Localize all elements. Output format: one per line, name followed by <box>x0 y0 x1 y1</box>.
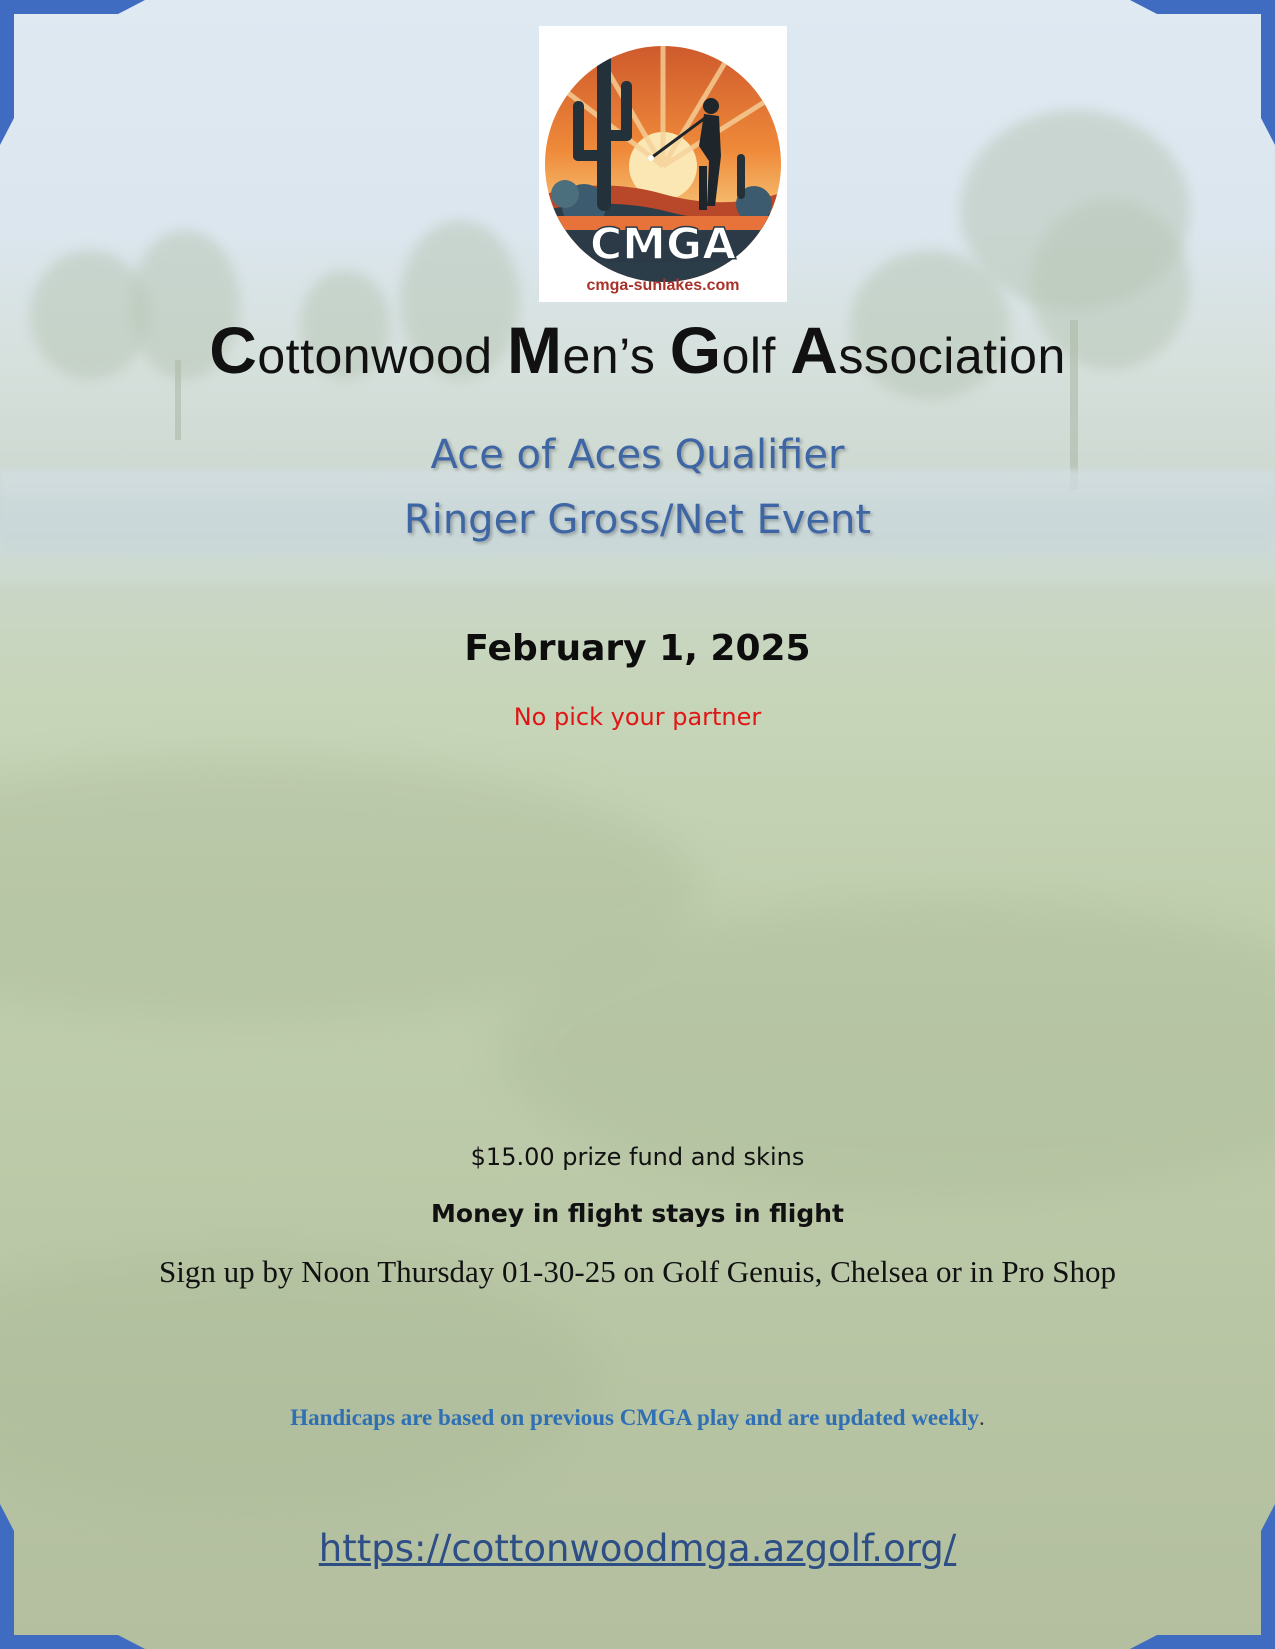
corner-bracket-bottom-left <box>0 1504 145 1649</box>
logo-site: cmga-sunlakes.com <box>586 277 740 294</box>
handicaps-period: . <box>979 1405 985 1430</box>
corner-bracket-top-right <box>1130 0 1275 145</box>
logo-wordmark: CMGA <box>589 219 737 270</box>
title-rest: ssociation <box>838 328 1066 384</box>
cmga-logo <box>539 26 787 302</box>
title-initial: A <box>790 313 839 387</box>
signup-text: Sign up by Noon Thursday 01-30-25 on Golf Genuis, Chelsea or in Pro Shop <box>159 1254 1116 1289</box>
corner-bracket-top-left <box>0 0 145 145</box>
title-initial: C <box>209 313 258 387</box>
event-subtitle-line1: Ace of Aces Qualifier <box>430 432 845 478</box>
corner-bracket-bottom-right <box>1130 1504 1275 1649</box>
handicaps-note <box>0 1405 1275 1431</box>
prize-fund-text: $15.00 prize fund and skins <box>470 1143 805 1171</box>
handicaps-text: Handicaps are based on previous CMGA play and are updated weekly <box>290 1405 980 1430</box>
event-date: February 1, 2025 <box>464 628 811 669</box>
title-initial: M <box>507 313 563 387</box>
title-rest: olf <box>721 328 791 384</box>
event-subtitle-line2: Ringer Gross/Net Event <box>403 497 872 543</box>
website-link[interactable]: https://cottonwoodmga.azgolf.org/ <box>318 1527 957 1570</box>
title-initial: G <box>669 313 722 387</box>
title-rest: ottonwood <box>257 328 508 384</box>
association-title <box>0 312 1275 388</box>
title-rest: en’s <box>562 328 670 384</box>
money-rule-text: Money in flight stays in flight <box>431 1199 844 1228</box>
partner-note: No pick your partner <box>513 703 762 731</box>
